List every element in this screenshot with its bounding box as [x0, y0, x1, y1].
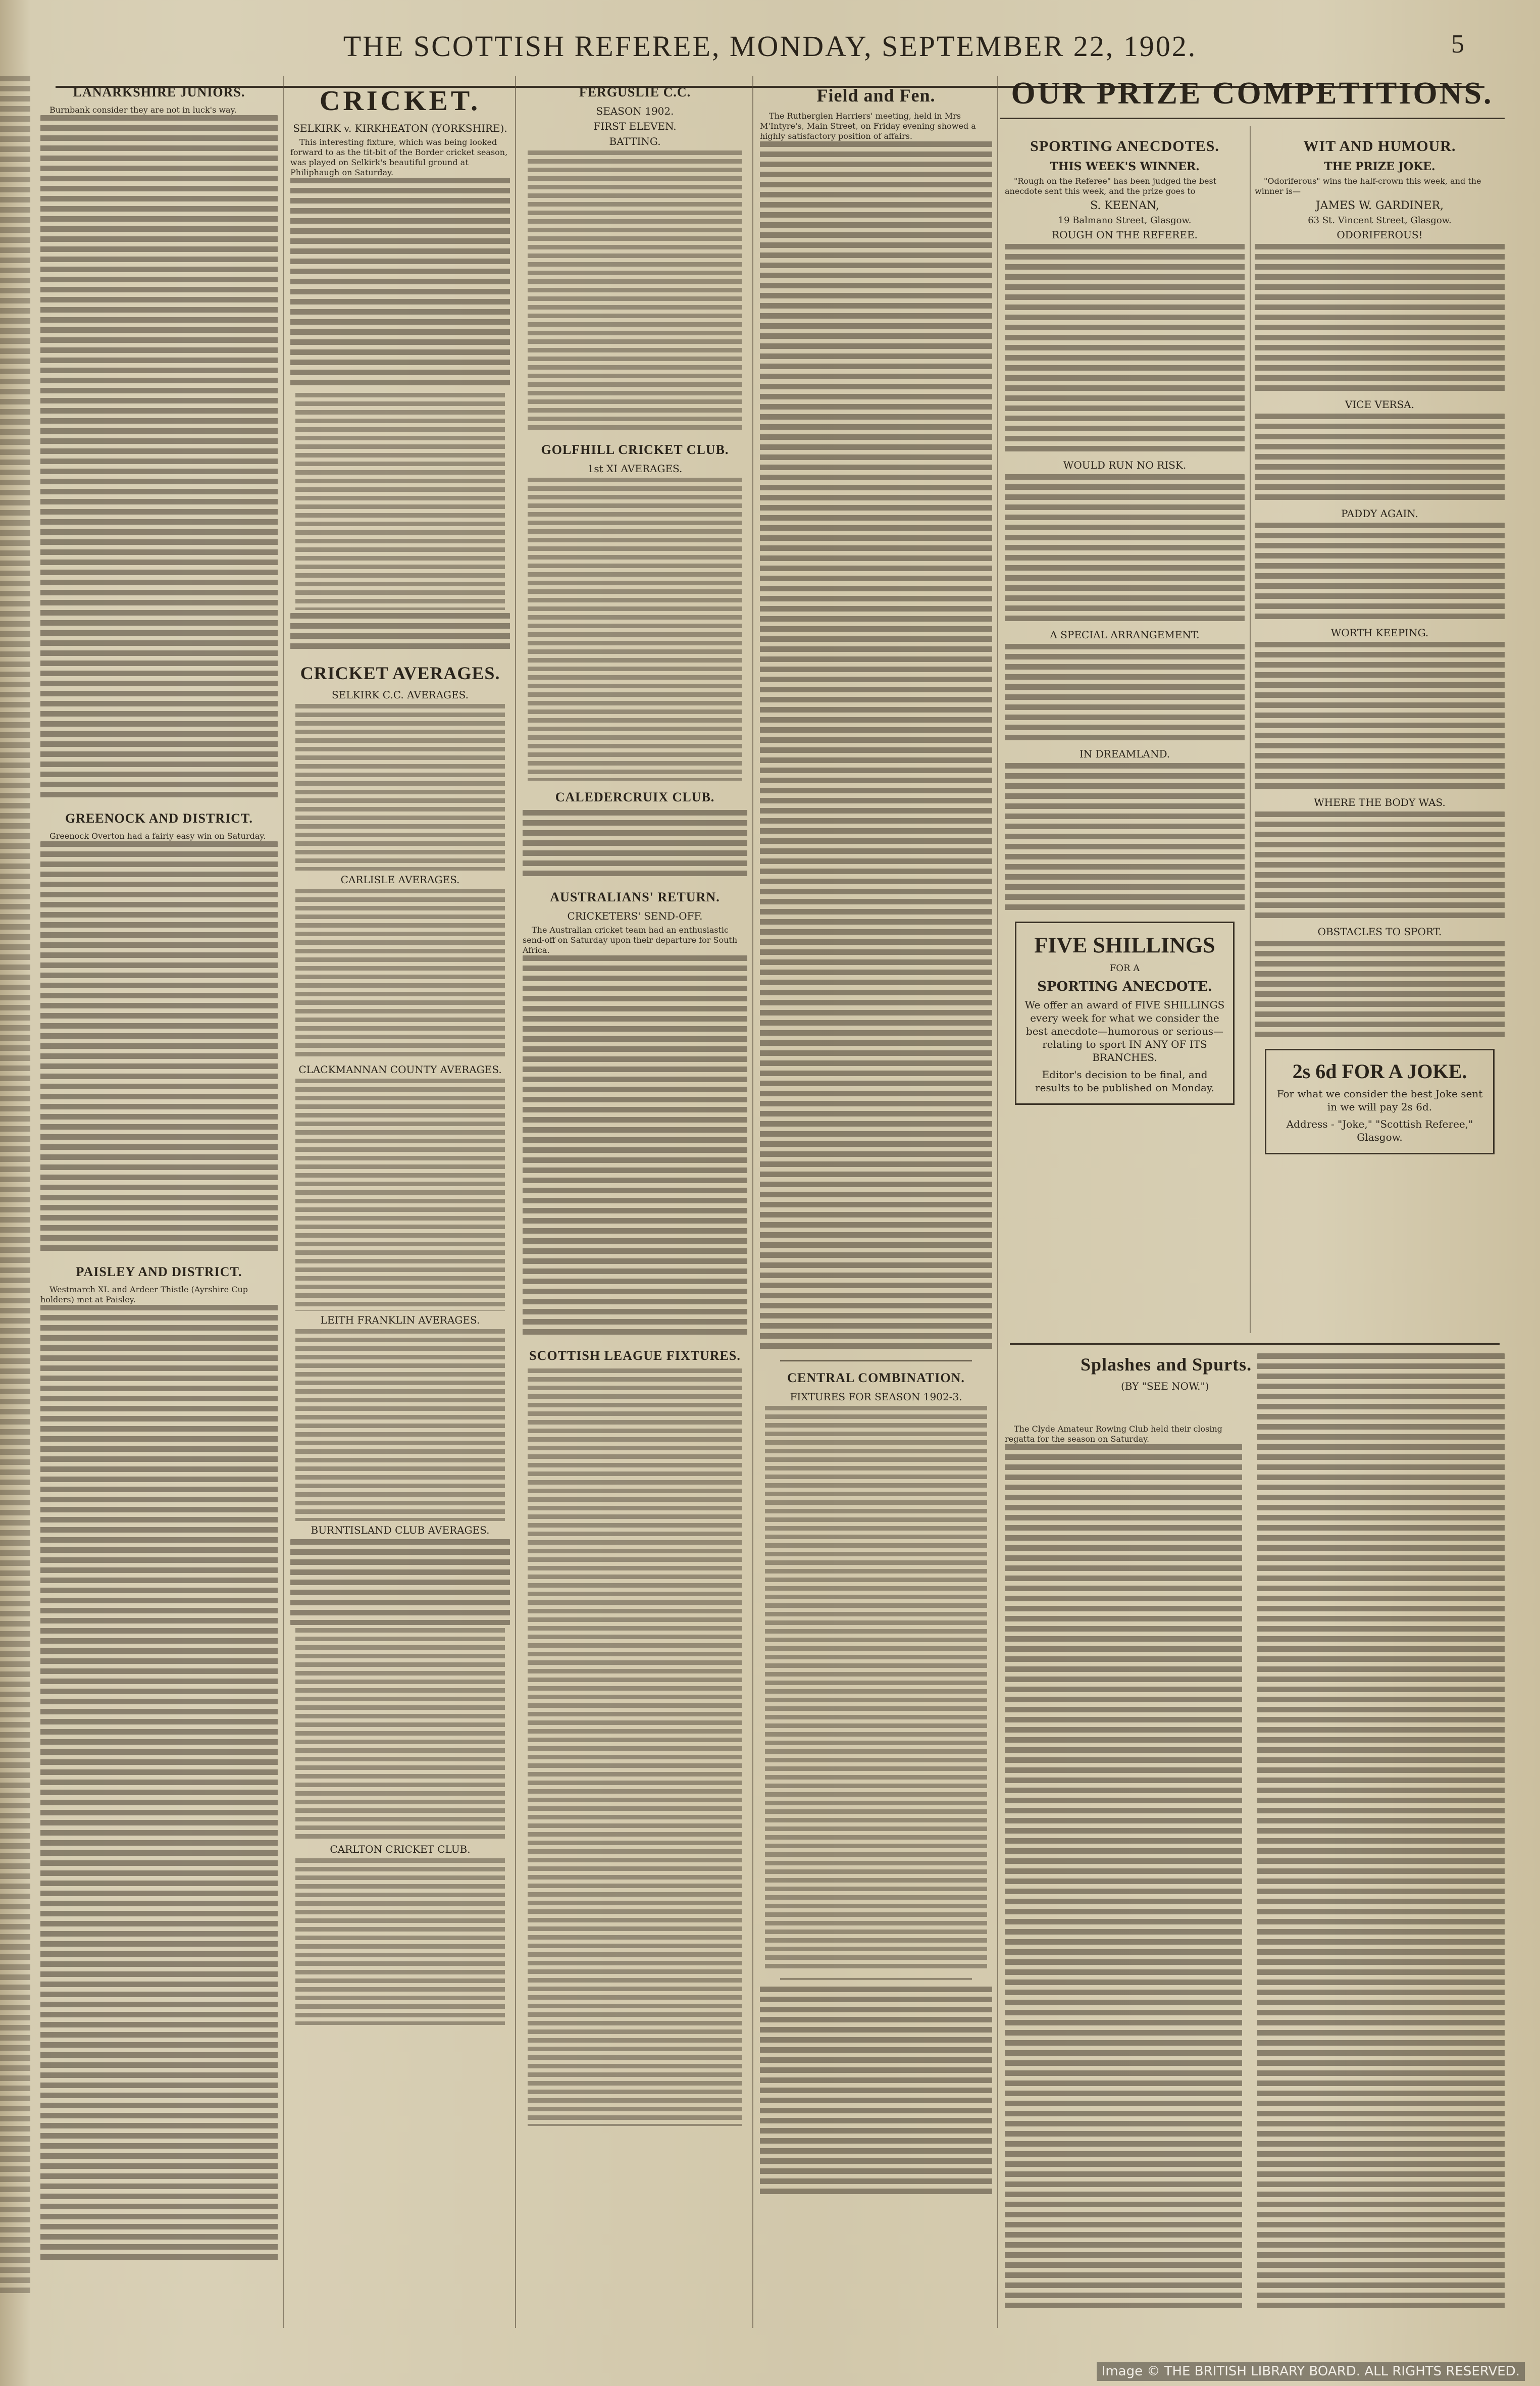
heading-sporting-anecdotes: SPORTING ANECDOTES. — [1030, 138, 1219, 155]
five-shillings-rule: Editor's decision to be final, and results to be published on Monday. — [1035, 1069, 1214, 1094]
heading-golfhill: GOLFHILL CRICKET CLUB. — [541, 442, 729, 457]
column-field-and-fen — [760, 76, 992, 2328]
subheading-this-weeks-winner: THIS WEEK'S WINNER. — [1050, 160, 1200, 173]
subheading-selkirk-averages: SELKIRK C.C. AVERAGES. — [332, 689, 469, 701]
article-body — [40, 115, 278, 802]
winner-intro: "Rough on the Referee" has been judged the best anecdote sent this week, and the prize goes to — [1005, 176, 1217, 196]
winner-address: 19 Balmano Street, Glasgow. — [1058, 215, 1192, 226]
heading-splashes-and-spurts: Splashes and Spurts. — [1081, 1354, 1252, 1375]
heading-caldercruix: CALEDERCRUIX CLUB. — [555, 790, 715, 804]
heading-paisley: PAISLEY AND DISTRICT. — [76, 1264, 242, 1279]
adjacent-page-margin — [0, 76, 30, 2328]
column-wit-and-humour — [1255, 129, 1505, 1336]
subheading-fixtures-season: FIXTURES FOR SEASON 1902-3. — [790, 1391, 962, 1403]
joke-title: WHERE THE BODY WAS. — [1314, 796, 1446, 808]
image-credit: Image © THE BRITISH LIBRARY BOARD. ALL RIGHTS RESERVED. — [1097, 2362, 1525, 2381]
subheading-season: SEASON 1902. — [596, 105, 674, 117]
section-splashes-and-spurts — [1005, 1343, 1505, 2328]
fixtures-list — [528, 1368, 742, 2126]
heading-lanarkshire-juniors: LANARKSHIRE JUNIORS. — [73, 85, 245, 99]
prize-competitions-banner: OUR PRIZE COMPETITIONS. — [1000, 76, 1505, 119]
heading-field-and-fen: Field and Fen. — [816, 85, 936, 106]
five-shillings-text: We offer an award of FIVE SHILLINGS every week for what we consider the best anecdote—humorous or serious—relating to sport IN ANY OF ITS BRANCHES. — [1024, 999, 1225, 1063]
five-shillings-for: FOR A — [1109, 963, 1140, 974]
joke-body — [1255, 811, 1505, 923]
article-body — [1005, 1444, 1242, 2313]
subheading-golfhill-averages: 1st XI AVERAGES. — [587, 463, 683, 475]
subheading-leith-franklin-averages: LEITH FRANKLIN AVERAGES. — [320, 1314, 480, 1326]
five-shillings-subtitle: SPORTING ANECDOTE. — [1037, 979, 1212, 994]
column-rule — [1250, 126, 1251, 1333]
article-body — [290, 178, 510, 390]
heading-ferguslie: FERGUSLIE C.C. — [579, 85, 691, 99]
subheading-carlisle-averages: CARLISLE AVERAGES. — [340, 874, 460, 886]
averages-table — [528, 150, 742, 433]
winner-name: S. KEENAN, — [1090, 199, 1159, 212]
heading-scottish-league-fixtures: SCOTTISH LEAGUE FIXTURES. — [529, 1348, 741, 1363]
page-number: 5 — [1451, 30, 1464, 59]
fixtures-list — [765, 1406, 987, 1971]
masthead — [0, 20, 1540, 61]
joke-body — [1255, 941, 1505, 1042]
column-rule — [283, 76, 284, 2328]
subheading-selkirk-kirkheaton: SELKIRK v. KIRKHEATON (YORKSHIRE). — [293, 122, 507, 134]
anecdote-title: IN DREAMLAND. — [1079, 748, 1170, 760]
heading-greenock: GREENOCK AND DISTRICT. — [65, 811, 253, 826]
joke-title: PADDY AGAIN. — [1341, 507, 1419, 520]
column-rule — [752, 76, 753, 2328]
joke-prize-title: 2s 6d FOR A JOKE. — [1292, 1060, 1467, 1083]
article-lead: Greenock Overton had a fairly easy win on Saturday. — [49, 831, 266, 841]
article-body — [760, 1987, 992, 2199]
averages-table — [295, 889, 505, 1060]
article-body — [40, 1305, 278, 2264]
section-divider — [780, 1978, 972, 1979]
five-shillings-box — [1015, 922, 1235, 1105]
subheading-cricketers-send-off: CRICKETERS' SEND-OFF. — [567, 910, 703, 922]
article-body — [523, 810, 747, 881]
section-divider — [780, 1360, 972, 1361]
article-lead: Burnbank consider they are not in luck's way. — [49, 105, 237, 115]
anecdote-title: ROUGH ON THE REFEREE. — [1052, 229, 1198, 241]
anecdote-body — [1005, 244, 1245, 456]
heading-cricket: CRICKET. — [319, 85, 481, 117]
anecdote-body — [1005, 763, 1245, 915]
column-ferguslie-australians — [523, 76, 747, 2328]
joke-title: OBSTACLES TO SPORT. — [1317, 926, 1442, 938]
column-rule — [997, 76, 998, 2328]
article-lead: This interesting fixture, which was being looked forward to as the tit-bit of the Border cricket season, was played on Selkirk's beautiful ground at Philiphaugh on Saturday. — [290, 137, 508, 177]
column-rule — [515, 76, 516, 2328]
joke-title: WORTH KEEPING. — [1330, 627, 1429, 639]
scorecard-table — [295, 393, 505, 610]
anecdote-title: A SPECIAL ARRANGEMENT. — [1050, 629, 1200, 641]
joke-prize-box — [1265, 1049, 1495, 1154]
article-body — [290, 1539, 510, 1625]
averages-table — [295, 1628, 505, 1840]
heading-central-combination: CENTRAL COMBINATION. — [787, 1370, 965, 1385]
joke-body — [1255, 523, 1505, 624]
averages-table — [295, 1079, 505, 1311]
winner-address: 63 St. Vincent Street, Glasgow. — [1308, 215, 1452, 226]
anecdote-body — [1005, 644, 1245, 745]
article-lead: The Australian cricket team had an enthusiastic send-off on Saturday upon their departure for South Africa. — [523, 925, 738, 955]
averages-table — [295, 1329, 505, 1521]
subheading-first-eleven: FIRST ELEVEN. — [593, 120, 677, 132]
subheading-batting: BATTING. — [609, 135, 661, 147]
column-lanarkshire-juniors — [40, 76, 278, 2328]
joke-body — [1255, 642, 1505, 793]
joke-body — [1255, 244, 1505, 395]
article-lead: The Rutherglen Harriers' meeting, held in Mrs M'Intyre's, Main Street, on Friday evening showed a highly satisfactory position of affairs. — [760, 111, 976, 141]
heading-cricket-averages: CRICKET AVERAGES. — [300, 663, 500, 683]
subheading-clackmannan-averages: CLACKMANNAN COUNTY AVERAGES. — [298, 1063, 502, 1076]
joke-title: VICE VERSA. — [1345, 398, 1415, 411]
article-body — [1257, 1353, 1505, 2313]
article-lead: Westmarch XI. and Ardeer Thistle (Ayrshire Cup holders) met at Paisley. — [40, 1285, 248, 1304]
masthead-title: THE SCOTTISH REFEREE, MONDAY, SEPTEMBER 22, 1902. — [343, 30, 1197, 63]
joke-prize-text: For what we consider the best Joke sent in we will pay 2s 6d. — [1276, 1088, 1483, 1113]
heading-wit-and-humour: WIT AND HUMOUR. — [1303, 138, 1456, 155]
winner-name: JAMES W. GARDINER, — [1315, 199, 1444, 212]
article-lead: The Clyde Amateur Rowing Club held their closing regatta for the season on Saturday. — [1005, 1424, 1222, 1444]
joke-title: ODORIFEROUS! — [1337, 229, 1423, 241]
subheading-by-see-now: (BY "SEE NOW.") — [1121, 1380, 1209, 1392]
subheading-prize-joke: THE PRIZE JOKE. — [1324, 160, 1435, 173]
column-sporting-anecdotes — [1005, 129, 1245, 1336]
anecdote-body — [1005, 474, 1245, 626]
heading-australians-return: AUSTRALIANS' RETURN. — [550, 890, 720, 904]
article-body — [760, 141, 992, 1353]
winner-intro: "Odoriferous" wins the half-crown this week, and the winner is— — [1255, 176, 1481, 196]
anecdote-title: WOULD RUN NO RISK. — [1063, 459, 1187, 471]
averages-table — [528, 478, 742, 781]
article-body — [40, 841, 278, 1255]
article-body — [523, 955, 747, 1339]
joke-prize-address: Address - "Joke," "Scottish Referee," Glasgow. — [1286, 1118, 1473, 1143]
five-shillings-title: FIVE SHILLINGS — [1034, 933, 1215, 957]
article-body — [290, 613, 510, 653]
averages-table — [295, 1858, 505, 2025]
subheading-burntisland-averages: BURNTISLAND CLUB AVERAGES. — [311, 1524, 490, 1536]
column-cricket — [290, 76, 510, 2328]
subheading-carlton-cricket-club: CARLTON CRICKET CLUB. — [330, 1843, 471, 1855]
averages-table — [295, 704, 505, 871]
joke-body — [1255, 414, 1505, 504]
